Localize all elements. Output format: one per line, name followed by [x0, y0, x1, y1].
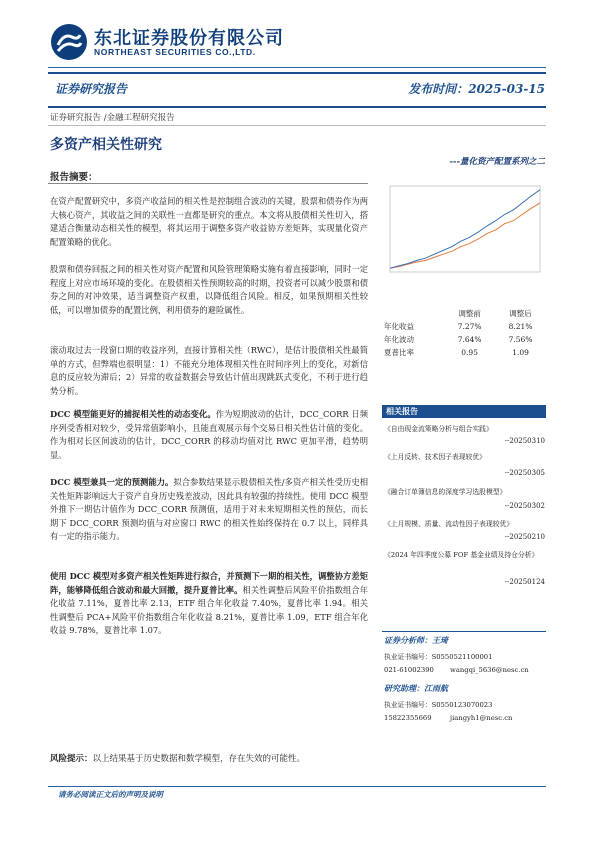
abstract-label: 报告摘要：	[50, 172, 98, 183]
table-row	[382, 320, 546, 333]
footer-disclaimer[interactable]: 请务必阅读正文后的声明及说明	[58, 790, 163, 799]
table-cell: 1.09	[512, 348, 529, 357]
analyst-phone: 021-61002390	[384, 666, 434, 674]
table-cell: 年化波动	[384, 335, 414, 344]
risk-warning	[50, 752, 305, 764]
abstract-paragraph-5	[50, 476, 368, 544]
analyst-license: 执业证书编号：S0550521100001	[384, 653, 493, 661]
analyst-email[interactable]: wangqi_5636@nesc.cn	[450, 666, 529, 674]
risk-text: 以上结果基于历史数据和数学模型，存在失效的可能性。	[92, 754, 306, 764]
abstract-paragraph-1: 在资产配置研究中，多资产收益间的相关性是控制组合波动的关键，股票和债券作为两大核心资产，其收益之间的关联性一直都是研究的重点。本文将从股债相关性切入，搭建适合衡量动态相关性的模型，将其运用于调整多资产收益协方差矩阵，实现量化资产配置策略的优化。	[50, 196, 368, 247]
abstract-paragraph-4	[50, 408, 368, 462]
footer-divider	[48, 786, 546, 787]
assistant-name: 研究助理：江雨航	[384, 683, 448, 693]
table-cell: 0.95	[461, 348, 478, 357]
analyst-divider	[382, 631, 546, 632]
related-report-date: --20250310	[504, 437, 545, 445]
table-cell: 夏普比率	[384, 348, 414, 357]
risk-label: 风险提示：	[50, 754, 93, 764]
table-row	[382, 333, 546, 346]
table-header-row	[382, 307, 546, 320]
table-row	[382, 346, 546, 359]
related-report-link[interactable]: 《2024 年四季度公募 FOF 基金业绩及持仓分析》	[384, 551, 539, 559]
paragraph-5-body: 拟合参数结果显示股债相关性/多资产相关性受历史相关性矩阵影响远大于资产自身历史残差波动，因此具有较强的持续性。使用 DCC 模型外推下一期估计值作为 DCC_CORR 预测值，适用于对未来短期相关性的预估，而长期下 DCC_CORR 预测均值与对应窗口 RWC 的相关性始终保持在 0.7 以上，同样具有一定的指示能力。	[50, 477, 368, 541]
table-cell: 年化收益	[384, 322, 414, 331]
paragraph-4-lead: DCC 模型能更好的捕捉相关性的动态变化。	[50, 409, 216, 419]
table-cell: 7.56%	[508, 335, 533, 344]
assistant-email[interactable]: jiangyh1@nesc.cn	[450, 714, 513, 722]
related-report-date: --20250124	[504, 578, 545, 586]
paragraph-6-body: 相关性调整后风险平价指数组合年化收益 7.11%，夏普比率 2.13，ETF 组合年化收益 7.40%，夏普比率 1.94。相关性调整后 PCA+风险平价指数组合年化收益 8.21%，夏普比率 1.09，ETF 组合年化收益 9.78%，夏普比率 1.07。	[50, 584, 368, 635]
related-report-date: --20250302	[504, 502, 545, 510]
table-header-cell	[382, 307, 444, 320]
table-cell: 7.27%	[457, 322, 482, 331]
analyst-name: 证券分析师：王琦	[384, 635, 448, 645]
related-report-date: --20250210	[504, 533, 545, 541]
related-report-date: --20250305	[504, 469, 545, 477]
breadcrumb-divider	[48, 125, 546, 126]
company-name-cn: 东北证券股份有限公司	[94, 28, 284, 49]
paragraph-4-body: 作为短期波动的估计，DCC_CORR 日频序列受香相对较少，受异常值影响小，且能直观展示每个交易日相关性估计值的变化。作为相对长区间波动的估计，DCC_CORR 的移动均值对比 RWC 更加平滑，趋势明显。	[50, 409, 369, 460]
header-divider	[48, 67, 546, 68]
related-report-link[interactable]: 《上月规模、质量、流动性因子表现较优》	[384, 520, 514, 528]
related-report-link[interactable]: 《融合订单簿信息的深度学习选股模型》	[384, 488, 507, 496]
abstract-divider	[48, 183, 368, 184]
breadcrumb: 证券研究报告 /金融工程研究报告	[50, 113, 175, 123]
table-header-cell: 调整前	[458, 309, 481, 318]
performance-chart	[382, 178, 546, 284]
chart-frame	[390, 186, 540, 272]
assistant-phone: 15822355669	[384, 714, 432, 722]
page-title: 多资产相关性研究	[50, 137, 162, 153]
paragraph-6-lead: 使用 DCC 模型对多资产相关性矩阵进行拟合，并预测下一期的相关性，调整协方差矩阵，能够降低组合波动和最大回撤，提升夏普比率。	[50, 571, 368, 595]
series-subtitle: ---量化资产配置系列之二	[449, 157, 545, 167]
paragraph-5-lead: DCC 模型兼具一定的预测能力。	[50, 477, 174, 487]
related-report-link[interactable]: 《上月反转、技术因子表现较优》	[384, 453, 486, 461]
company-logo	[50, 23, 88, 61]
table-cell: 8.21%	[508, 322, 533, 331]
abstract-paragraph-6	[50, 570, 368, 638]
company-name-en: NORTHEAST SECURITIES CO.,LTD.	[94, 47, 256, 57]
table-header-cell: 调整后	[509, 309, 532, 318]
abstract-paragraph-3: 滚动取过去一段窗口期的收益序列，直接计算相关性（RWC），是估计股债相关性最简单的方式，但弊端也很明显：1）不能充分地体现相关性在时间序列上的变化，对新信息的反应较为滞后；2）异常的收益数据会导致估计值出现跳跃式变化，不利于进行趋势分析。	[50, 345, 368, 396]
publish-date: 发布时间：2025-03-15	[408, 82, 545, 96]
assistant-license: 执业证书编号：S0550123070023	[384, 701, 493, 709]
related-report-link[interactable]: 《自由现金流策略分析与组合实践》	[384, 425, 493, 433]
related-reports-heading: 相关报告	[382, 405, 546, 418]
abstract-paragraph-2: 股票和债券回报之间的相关性对资产配置和风险管理策略实施有着直接影响，同时一定程度上对应市场环境的变化。在股债相关性预期较高的时期，投资者可以减少股票和债券之间的对冲效果，适当调整资产权重，以降低组合风险。相反，如果预期相关性较低，可以增加债券的配置比例，利用债券的避险属性。	[50, 264, 368, 315]
performance-table	[382, 307, 546, 359]
report-type: 证券研究报告	[55, 82, 128, 96]
table-cell: 7.64%	[457, 335, 482, 344]
